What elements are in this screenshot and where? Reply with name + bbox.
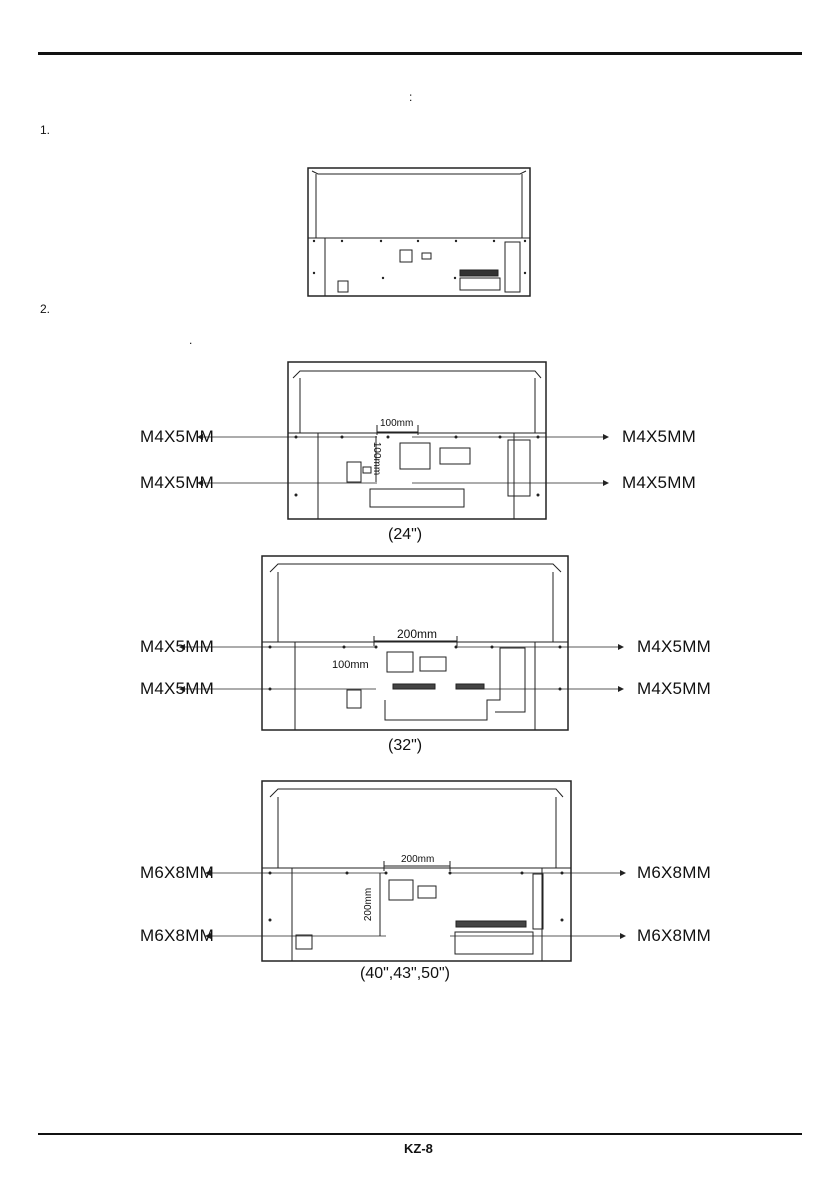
header-colon: : <box>409 90 413 104</box>
page-label: KZ-8 <box>404 1141 433 1156</box>
vertical-spacing-label: 100mm <box>332 659 369 671</box>
footer-rule <box>38 1133 802 1135</box>
tv-rear-view-diagram <box>308 168 530 296</box>
diagram-caption: (32") <box>388 737 423 754</box>
step-number-1: 1. <box>40 123 51 137</box>
horizontal-spacing-label: 200mm <box>401 854 435 865</box>
tv-24-inch-diagram <box>197 362 609 519</box>
horizontal-spacing-label: 200mm <box>397 627 438 641</box>
screw-label-left-bottom: M4X5MM <box>140 473 214 492</box>
tv-32-inch-diagram <box>179 556 624 730</box>
screw-label-left-top: M6X8MM <box>140 863 214 882</box>
vertical-spacing-label: 100mm <box>371 441 383 476</box>
diagram-caption: (40",43",50") <box>360 965 450 982</box>
step-2-dot: . <box>189 333 193 347</box>
screw-label-right-bottom: M4X5MM <box>622 473 696 492</box>
horizontal-spacing-label: 100mm <box>380 418 414 429</box>
screw-label-right-bottom: M6X8MM <box>637 926 711 945</box>
vertical-spacing-label: 200mm <box>363 887 375 922</box>
tv-40-43-50-inch-diagram <box>205 781 626 961</box>
screw-label-right-top: M4X5MM <box>622 427 696 446</box>
diagram-caption: (24") <box>388 526 423 543</box>
step-number-2: 2. <box>40 302 51 316</box>
screw-label-right-top: M4X5MM <box>637 637 711 656</box>
screw-label-right-bottom: M4X5MM <box>637 679 711 698</box>
screw-label-left-top: M4X5MM <box>140 637 214 656</box>
screw-label-left-top: M4X5MM <box>140 427 214 446</box>
screw-label-left-bottom: M6X8MM <box>140 926 214 945</box>
screw-label-left-bottom: M4X5MM <box>140 679 214 698</box>
screw-label-right-top: M6X8MM <box>637 863 711 882</box>
